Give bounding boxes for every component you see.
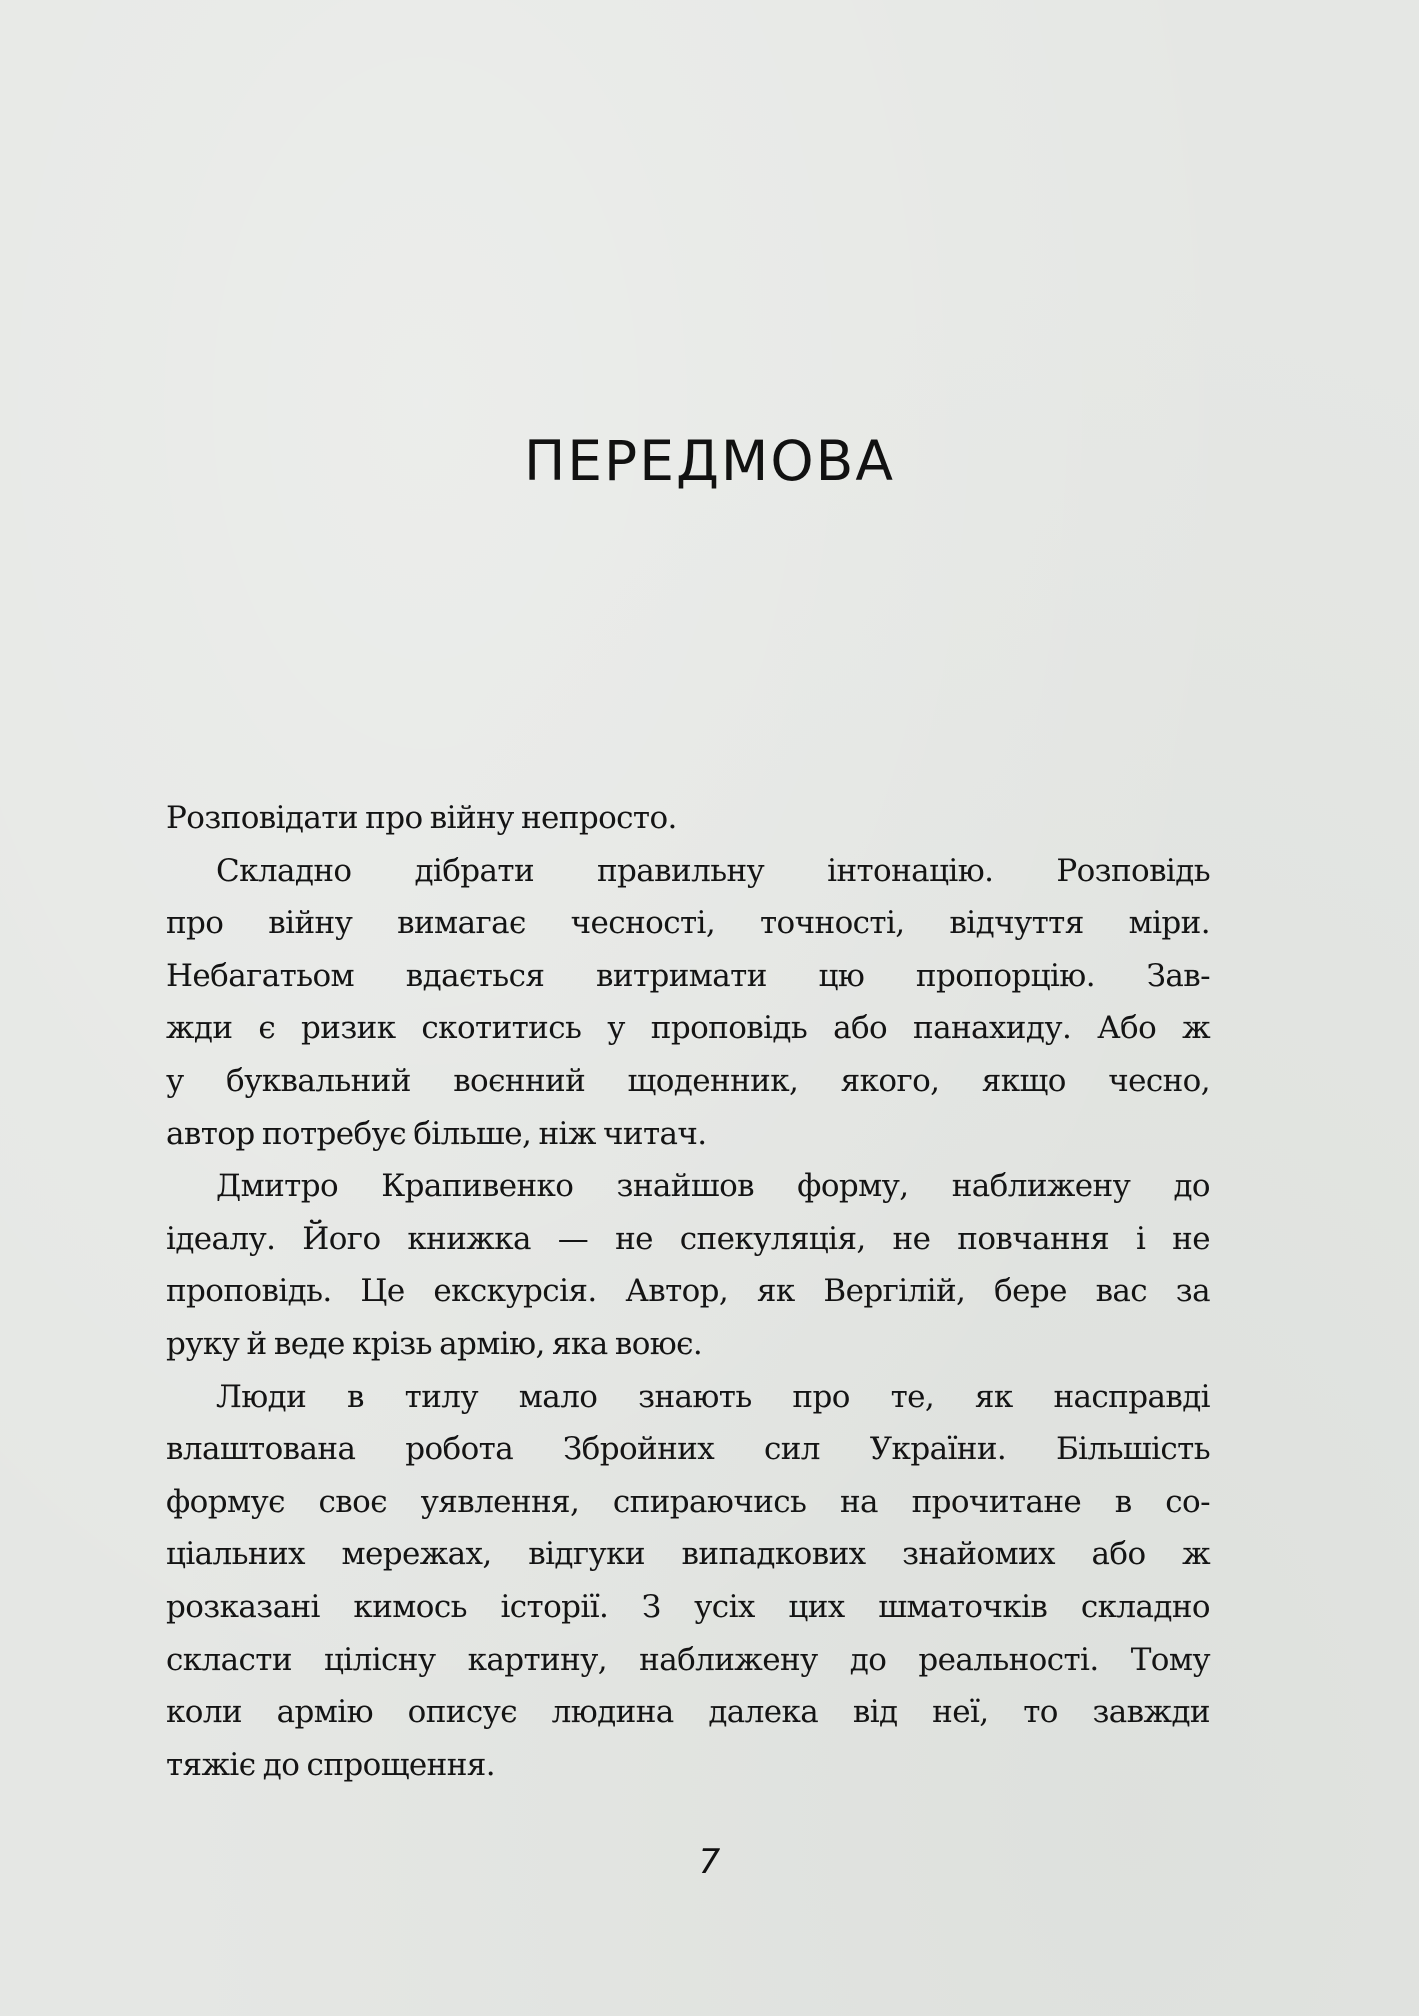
text-line: про війну вимагає чесності, точності, відчуття міри. [166, 905, 1210, 942]
text-line: автор потребує більше, ніж читач. [166, 1115, 707, 1152]
text-line: розказані кимось історії. З усіх цих шматочків складно [166, 1588, 1210, 1625]
text-line: ідеалу. Його книжка — не спекуляція, не повчання і не [166, 1220, 1210, 1257]
text-line: руку й веде крізь армію, яка воює. [166, 1325, 703, 1362]
text-line: скласти цілісну картину, наближену до реальності. Тому [166, 1641, 1210, 1678]
text-line: формує своє уявлення, спираючись на прочитане в со- [166, 1483, 1210, 1520]
text-line: Розповідати про війну непросто. [166, 800, 677, 836]
text-line: тяжіє до спрощення. [166, 1746, 495, 1783]
text-line: коли армію описує людина далека від неї, то завжди [166, 1694, 1210, 1731]
text-line: проповідь. Це екскурсія. Автор, як Вергілій, бере вас за [166, 1273, 1210, 1310]
text-line: Дмитро Крапивенко знайшов форму, наближену до [216, 1168, 1210, 1205]
page-number: 7 [698, 1842, 721, 1882]
text-line: ціальних мережах, відгуки випадкових знайомих або ж [166, 1536, 1210, 1573]
text-line: у буквальний воєнний щоденник, якого, якщо чесно, [166, 1062, 1210, 1099]
text-line: Небагатьом вдається витримати цю пропорцію. Зав- [166, 957, 1210, 994]
text-line: жди є ризик скотитись у проповідь або панахиду. Або ж [166, 1010, 1210, 1047]
text-line: влаштована робота Збройних сил України. Більшість [166, 1431, 1210, 1468]
text-line: Люди в тилу мало знають про те, як насправді [216, 1378, 1210, 1415]
page-title: ПЕРЕДМОВА [523, 428, 896, 493]
text-line: Складно дібрати правильну інтонацію. Розповідь [216, 852, 1210, 889]
foreword-body [166, 792, 1210, 1791]
